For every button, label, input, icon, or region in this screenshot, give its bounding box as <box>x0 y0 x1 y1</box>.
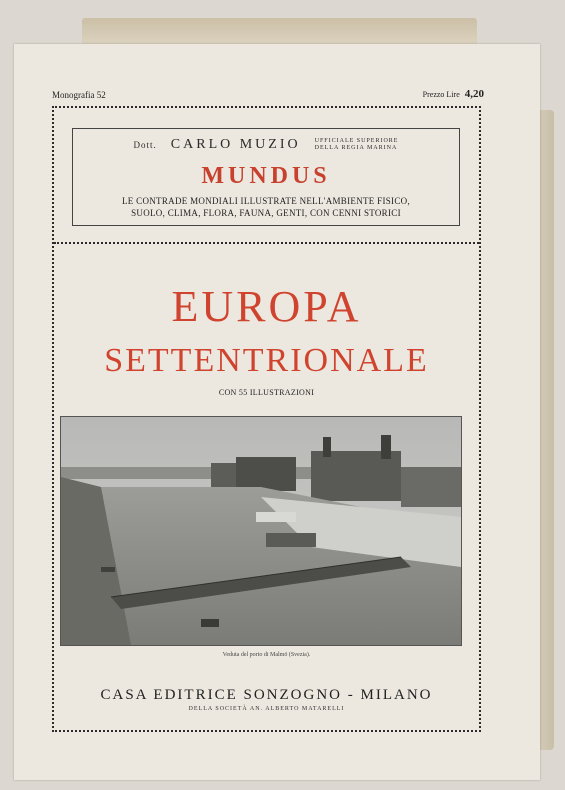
book-title-line1: EUROPA <box>171 282 362 331</box>
author-line <box>73 137 459 153</box>
publisher-name: CASA EDITRICE SONZOGNO - MILANO <box>100 687 433 703</box>
series-subtitle-line1: LE CONTRADE MONDIALI ILLUSTRATE NELL'AMBIENTE FISICO, <box>122 196 410 206</box>
author-rank-line1: UFFICIALE SUPERIORE <box>314 138 399 145</box>
harbor-photo <box>60 416 462 646</box>
publisher-subline: DELLA SOCIETÀ AN. ALBERTO MATARELLI <box>188 706 345 712</box>
series-subtitle <box>73 195 459 219</box>
author-prefix: Dott. <box>133 140 157 150</box>
book-title-line2: SETTENTRIONALE <box>104 342 429 379</box>
series-title-box <box>72 128 460 226</box>
price-label: Prezzo Lire <box>422 90 460 99</box>
photo-caption: Veduta del porto di Malmö (Svezia). <box>222 652 311 658</box>
price <box>423 88 484 100</box>
author-rank <box>315 138 399 152</box>
series-title: MUNDUS <box>201 163 331 189</box>
illustrations-note: CON 55 ILLUSTRAZIONI <box>218 388 315 397</box>
series-subtitle-line2: SUOLO, CLIMA, FLORA, FAUNA, GENTI, CON CENNI STORICI <box>131 208 401 218</box>
price-value: 4,20 <box>464 88 484 100</box>
author-name: CARLO MUZIO <box>170 137 301 152</box>
dotted-separator <box>54 242 479 244</box>
author-rank-line2: DELLA REGIA MARINA <box>314 145 398 152</box>
series-number: Monografia 52 <box>52 90 106 100</box>
